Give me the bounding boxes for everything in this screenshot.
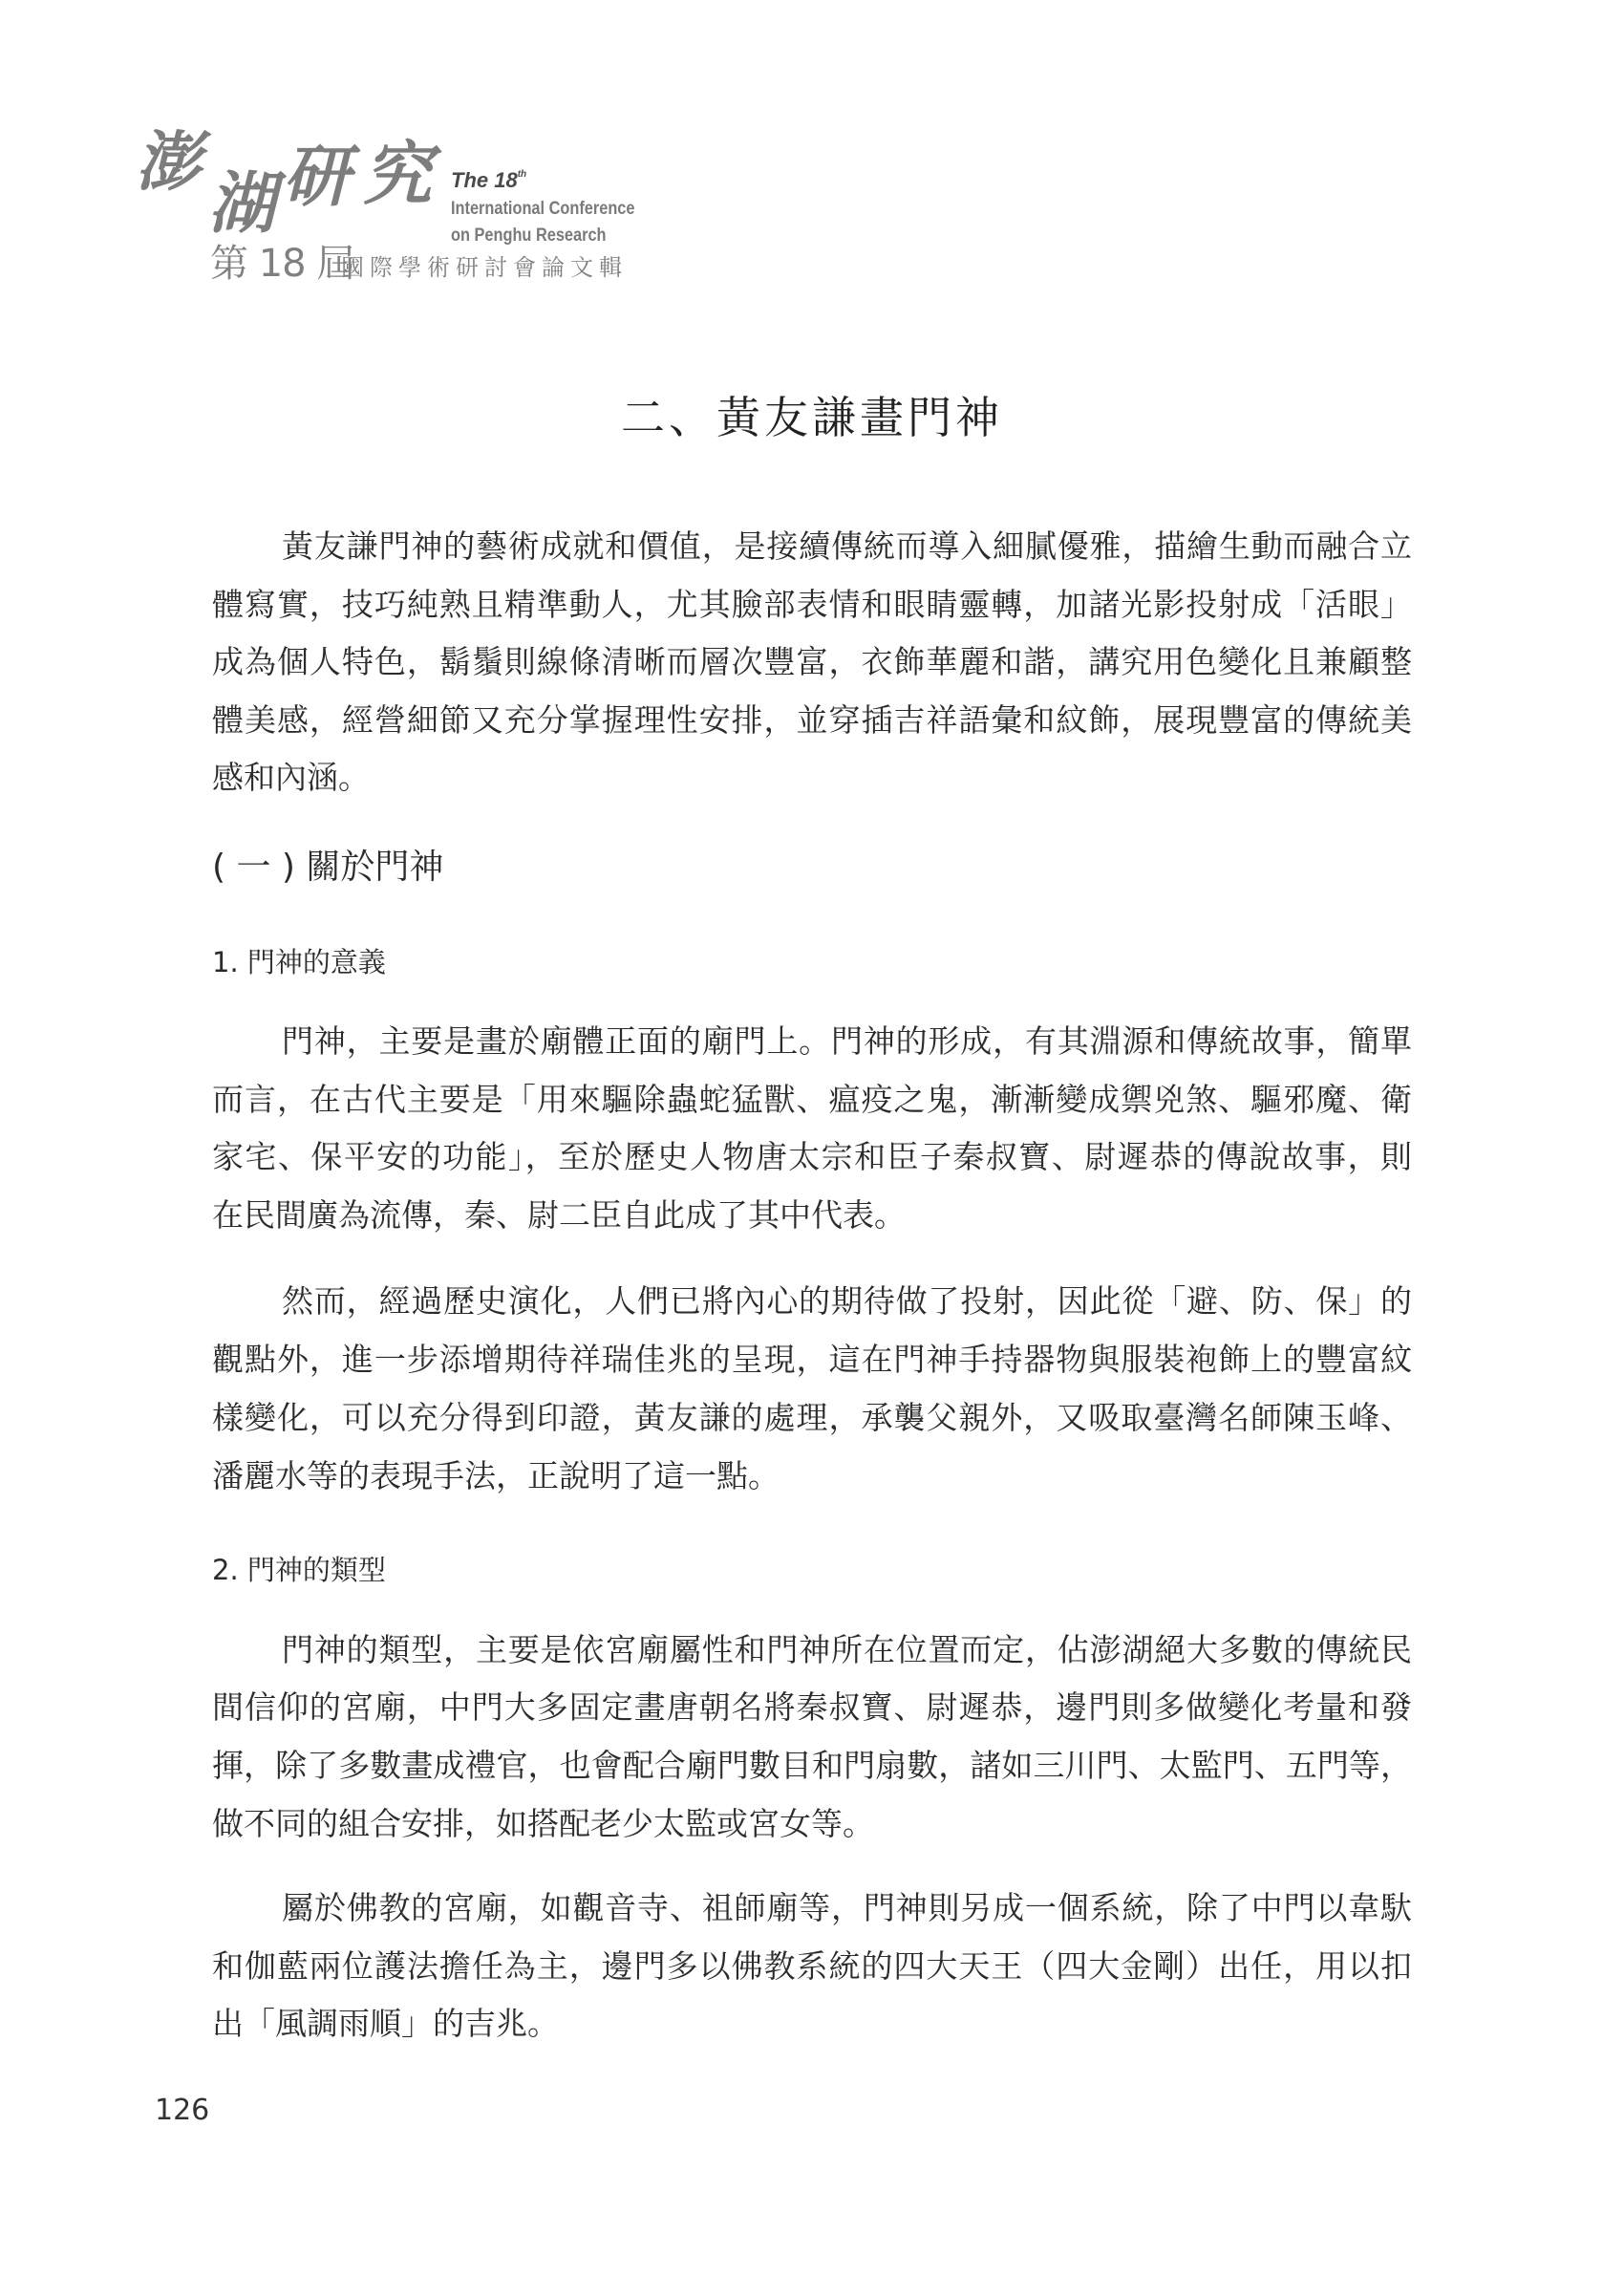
logo-char-yan: 研	[283, 137, 350, 216]
paragraph-line: 感和內涵。	[212, 759, 370, 796]
paragraph-line: 而言，在古代主要是「用來驅除蟲蛇猛獸、瘟疫之鬼，漸漸變成禦兇煞、驅邪魔、衛	[212, 1081, 1412, 1118]
item-heading-types: 2. 門神的類型	[212, 1554, 386, 1586]
logo-edition: 第 18 屆	[210, 242, 354, 286]
paragraph-line: 門神的類型，主要是依宮廟屬性和門神所在位置而定，佔澎湖絕大多數的傳統民	[282, 1631, 1412, 1668]
paragraph-line: 體美感，經營細節又充分掌握理性安排，並穿插吉祥語彙和紋飾，展現豐富的傳統美	[212, 701, 1412, 739]
paragraph-line: 做不同的組合安排，如搭配老少太監或宮女等。	[212, 1805, 874, 1842]
paragraph-line: 體寫實，技巧純熟且精準動人，尤其臉部表情和眼睛靈轉，加諸光影投射成「活眼」	[212, 586, 1412, 623]
paragraph-line: 潘麗水等的表現手法，正說明了這一點。	[212, 1457, 780, 1494]
subsection-heading: ( 一 ) 關於門神	[212, 848, 444, 887]
paragraph-line: 成為個人特色，鬍鬚則線條清晰而層次豐富，衣飾華麗和諧，講究用色變化且兼顧整	[212, 643, 1412, 680]
logo-en-th-sup: th	[517, 169, 527, 180]
paragraph-line: 然而，經過歷史演化，人們已將內心的期待做了投射，因此從「避、防、保」的	[282, 1282, 1412, 1320]
paragraph-line: 揮，除了多數畫成禮官，也會配合廟門數目和門扇數，諸如三川門、太監門、五門等，	[212, 1747, 1412, 1784]
item-heading-meaning: 1. 門神的意義	[212, 946, 386, 978]
paragraph-line: 在民間廣為流傳，秦、尉二臣自此成了其中代表。	[212, 1196, 906, 1234]
paragraph-line: 和伽藍兩位護法擔任為主，邊門多以佛教系統的四大天王（四大金剛）出任，用以扣	[212, 1947, 1412, 1985]
paragraph-line: 間信仰的宮廟，中門大多固定畫唐朝名將秦叔寶、尉遲恭，邊門則多做變化考量和發	[212, 1688, 1412, 1726]
logo-en-line1	[451, 170, 526, 191]
logo-char-peng: 澎	[136, 124, 202, 201]
logo-subtitle-cn: 國際學術研討會論文輯	[341, 254, 628, 281]
logo-en-line2: International Conference	[451, 199, 635, 219]
page-number: 126	[155, 2094, 210, 2127]
paragraph-line: 家宅、保平安的功能」，至於歷史人物唐太宗和臣子秦叔寶、尉遲恭的傳說故事，則	[212, 1138, 1412, 1175]
section-title: 二、黃友謙畫門神	[621, 392, 1003, 443]
logo-char-jiu: 究	[363, 133, 433, 214]
paragraph-line: 出「風調雨順」的吉兆。	[212, 2005, 559, 2042]
paragraph-line: 門神，主要是畫於廟體正面的廟門上。門神的形成，有其淵源和傳統故事，簡單	[282, 1022, 1412, 1060]
paragraph-line: 黃友謙門神的藝術成就和價值，是接續傳統而導入細膩優雅，描繪生動而融合立	[282, 527, 1412, 565]
logo-en-line3: on Penghu Research	[451, 226, 607, 246]
paragraph-line: 觀點外，進一步添增期待祥瑞佳兆的呈現，這在門神手持器物與服裝袍飾上的豐富紋	[212, 1341, 1412, 1378]
paragraph-line: 樣變化，可以充分得到印證，黃友謙的處理，承襲父親外，又吸取臺灣名師陳玉峰、	[212, 1399, 1412, 1436]
paragraph-line: 屬於佛教的宮廟，如觀音寺、祖師廟等，門神則另成一個系統，除了中門以韋馱	[282, 1889, 1412, 1926]
logo-en-the18: The 18	[451, 168, 518, 192]
logo-char-hu: 湖	[208, 163, 275, 243]
